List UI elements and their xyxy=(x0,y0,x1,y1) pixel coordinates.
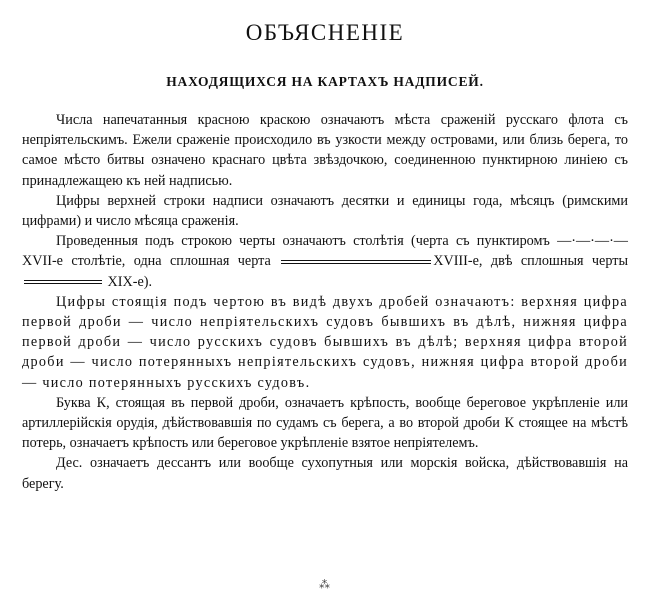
footer-ornament: ⁂ xyxy=(319,579,331,591)
document-body xyxy=(22,110,628,494)
paragraph-letter-k: Буква К, стоящая въ первой дроби, означаетъ крѣпость, вообще береговое укрѣпленiе или артиллерiйскiя орудiя, дѣйствовавшiя по судамъ съ берега, а во второй дроби К стоящее на мѣстѣ потерь, означаетъ крѣпость или береговое укрѣпленiе взятое непрiятелемъ. xyxy=(22,394,628,452)
paragraph-centuries xyxy=(22,231,628,292)
solid-rule-double xyxy=(24,280,102,284)
document-page xyxy=(0,20,650,607)
paragraph-1: Числа напечатанныя красною краскою означаютъ мѣста сраженiй русскаго флота съ непрiятельскимъ. Ежели сраженiе происходило въ узкости между островами, или близь берега, то самое мѣсто битвы означено краснаго цвѣта звѣздочкою, соединенною пунктирною линiею съ принадлежащею къ ней надписью. xyxy=(22,112,628,189)
paragraph-fractions: Цифры стоящiя подъ чертою въ видѣ двухъ дробей означаютъ: верхняя цифра первой дроби — число непрiятельскихъ судовъ бывшихъ въ дѣлѣ, нижняя цифра первой дроби — число русскихъ судовъ бывшихъ въ дѣлѣ; верхняя цифра второй дроби — число потерянныхъ непрiятельскихъ судовъ, нижняя цифра второй дроби — число потерянныхъ русскихъ судовъ. xyxy=(22,293,628,391)
paragraph-des: Дес. означаетъ дессантъ или вообще сухопутныя или морскiя войска, дѣйствовавшiя на берегу. xyxy=(22,455,628,492)
centuries-middle: XVII-е столѣтiе, одна сплошная черта xyxy=(22,253,280,270)
centuries-after-solid: XVIII-е, двѣ сплошныя черты xyxy=(433,253,628,270)
paragraph-2: Цифры верхней строки надписи означаютъ десятки и единицы года, мѣсяцъ (римскими цифрами) и число мѣсяца сраженiя. xyxy=(22,192,628,230)
page-title: ОБЪЯСНЕНIЕ xyxy=(245,20,405,45)
solid-rule-single xyxy=(281,260,431,264)
centuries-suffix: XIX-е). xyxy=(104,273,153,290)
dash-rule: —·—·—·— xyxy=(557,233,628,250)
centuries-prefix: Проведенныя подъ строкою черты означаютъ столѣтiя (черта съ пунктиромъ xyxy=(56,233,558,250)
page-subtitle: НАХОДЯЩИХСЯ НА КАРТАХЪ НАДПИСЕЙ. xyxy=(166,74,484,89)
